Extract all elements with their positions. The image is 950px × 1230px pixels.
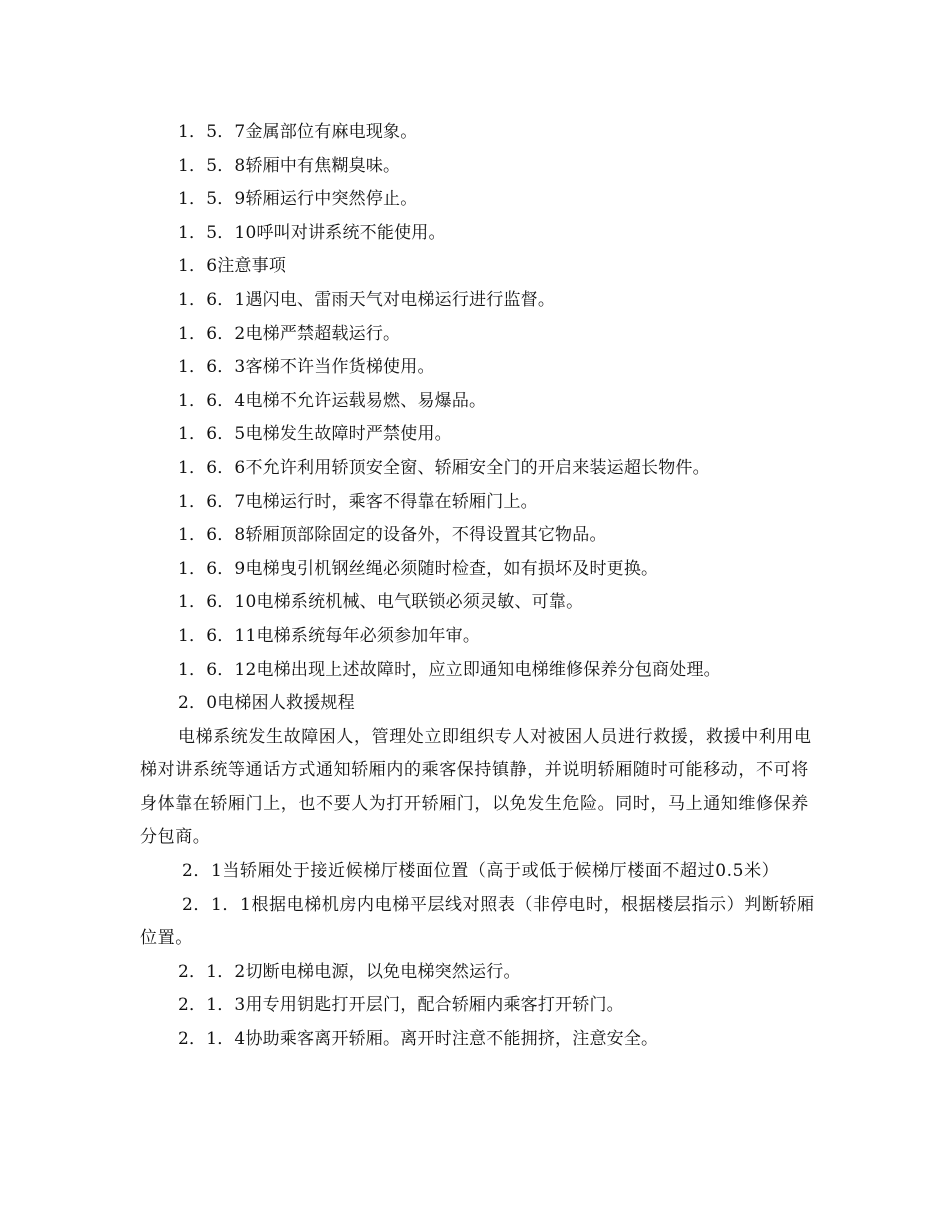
section-heading-2-0: 2．0电梯困人救援规程 (178, 693, 355, 714)
item-1-6-3: 1．6．3客梯不许当作货梯使用。 (178, 357, 435, 378)
item-1-6-5: 1．6．5电梯发生故障时严禁使用。 (178, 424, 452, 445)
item-2-1-2: 2．1．2切断电梯电源，以免电梯突然运行。 (178, 961, 521, 982)
item-1-5-7: 1．5．7金属部位有麻电现象。 (178, 122, 418, 142)
rescue-paragraph: 电梯系统发生故障困人，管理处立即组织专人对被困人员进行救援，救援中利用电梯对讲系统等通话方式通知轿厢内的乘客保持镇静，并说明轿厢随时可能移动，不可将身体靠在轿厢门上，也不要人为打开轿厢门，以免发生危险。同时，马上通知维修保养分包商。 (140, 726, 812, 848)
document-body (140, 116, 820, 1057)
item-1-6-10: 1．6．10电梯系统机械、电气联锁必须灵敏、可靠。 (178, 592, 584, 613)
item-1-6-8: 1．6．8轿厢顶部除固定的设备外，不得设置其它物品。 (178, 525, 607, 546)
item-1-6-1: 1．6．1遇闪电、雷雨天气对电梯运行进行监督。 (178, 289, 556, 310)
item-1-6-7: 1．6．7电梯运行时，乘客不得靠在轿厢门上。 (178, 491, 538, 512)
item-1-6-4: 1．6．4电梯不允许运载易燃、易爆品。 (178, 390, 487, 411)
item-1-5-10: 1．5．10呼叫对讲系统不能使用。 (178, 222, 446, 243)
item-1-6-2: 1．6．2电梯严禁超载运行。 (178, 323, 401, 344)
item-2-1-3: 2．1．3用专用钥匙打开层门，配合轿厢内乘客打开轿门。 (178, 995, 624, 1016)
item-1-5-9: 1．5．9轿厢运行中突然停止。 (178, 189, 418, 210)
item-1-6-9: 1．6．9电梯曳引机钢丝绳必须随时检查，如有损坏及时更换。 (178, 558, 659, 579)
item-1-6-6: 1．6．6不允许利用轿顶安全窗、轿厢安全门的开启来装运超长物件。 (178, 457, 710, 478)
item-2-1-1: 2．1．1根据电梯机房内电梯平层线对照表（非停电时，根据楼层指示）判断轿厢位置。 (140, 894, 815, 949)
section-heading-1-6: 1．6注意事项 (178, 256, 287, 277)
item-2-1-4: 2．1．4协助乘客离开轿厢。离开时注意不能拥挤，注意安全。 (178, 1029, 659, 1050)
item-2-1: 2．1当轿厢处于接近候梯厅楼面位置（高于或低于候梯厅楼面不超过0.5米） (182, 861, 780, 882)
item-1-6-12: 1．6．12电梯出现上述故障时，应立即通知电梯维修保养分包商处理。 (178, 659, 721, 680)
item-1-6-11: 1．6．11电梯系统每年必须参加年审。 (178, 625, 481, 646)
item-1-5-8: 1．5．8轿厢中有焦糊臭味。 (178, 155, 401, 176)
